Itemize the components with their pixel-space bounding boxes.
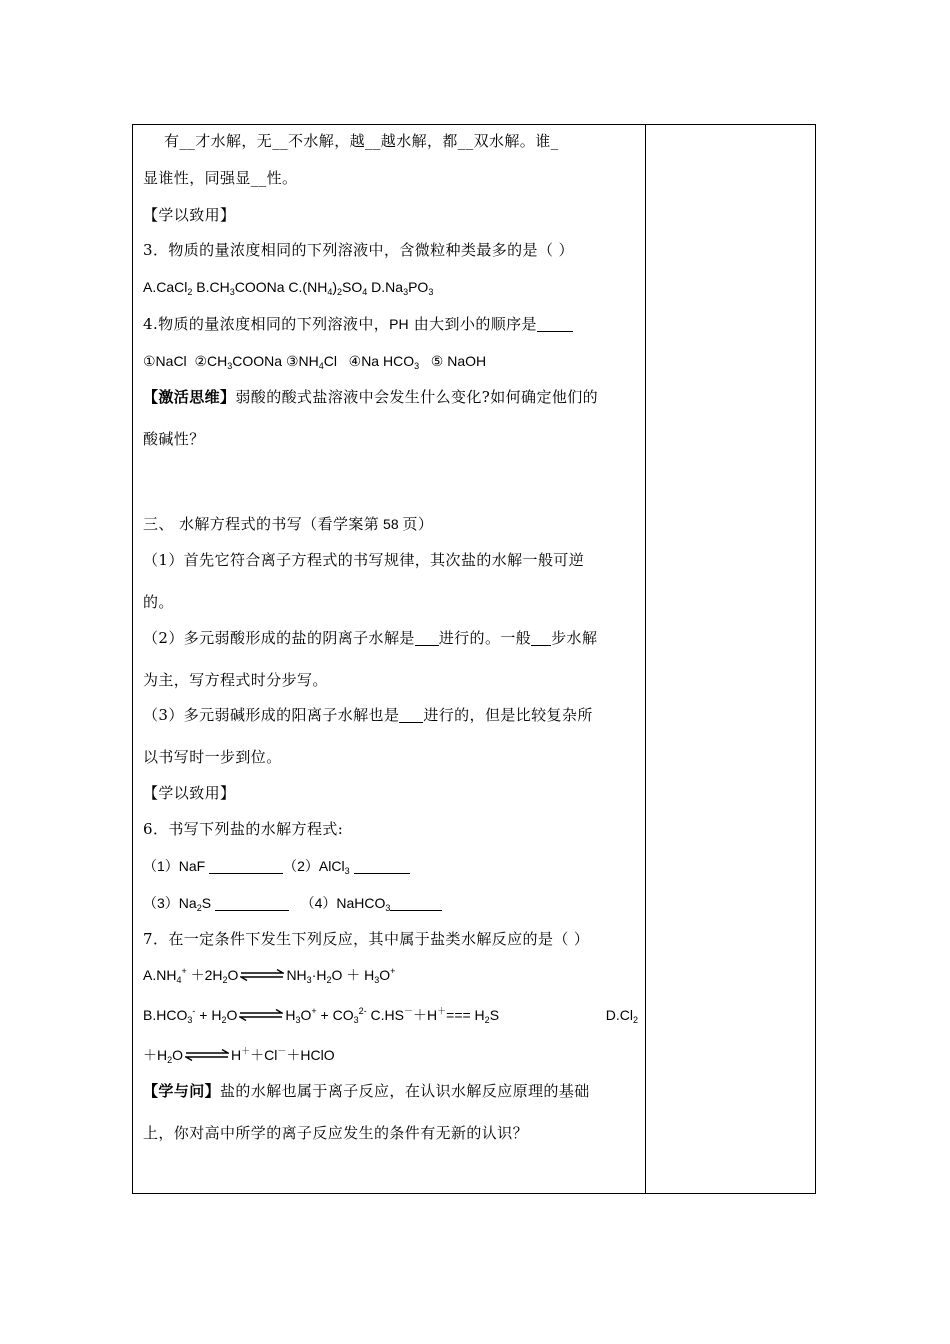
answer-blank[interactable] xyxy=(537,317,573,332)
question-4: 4.物质的量浓度相同的下列溶液中，PH 由大到小的顺序是 xyxy=(143,314,573,334)
question-4-items: ①NaCl $②CH_3COONa$ $③NH_4Cl$ ④Na $HCO_3$ ⑤ NaOH xyxy=(143,353,487,371)
question-3-options: A.CaCl$_2$ $B.CH_3COONa$ $C.(NH_4)_2SO_4$ $D.Na_3PO_3$ xyxy=(143,279,434,297)
hydrolysis-rule-line-2: 显谁性，同强显__性。 xyxy=(143,169,298,187)
answer-blank[interactable] xyxy=(415,631,439,646)
answer-blank[interactable] xyxy=(354,859,410,874)
hydrolysis-rule-line-1: 有__才水解，无__不水解，越__越水解，都__双水解。谁_ xyxy=(164,132,559,150)
question-7-option-a: $A.NH_4^+ +2H_2O$ $NH_3\cdot H_2O + H_3O^+$ xyxy=(143,966,396,985)
question-7-option-b-c-d: $B.HCO_3^- + H_2O$ $H_3O^+ + CO_3^{2-}$ $C.HS^-+H^+=== H_2S$ $D.Cl_2$ xyxy=(143,1006,638,1025)
learn-label: 【学与问】 xyxy=(143,1082,221,1100)
option-d-start: $D.Cl_2$ xyxy=(605,1007,638,1025)
point-3-line-2: 以书写时一步到位。 xyxy=(143,748,282,766)
learn-and-ask-cont: 上，你对高中所学的离子反应发生的条件有无新的认识？ xyxy=(143,1124,529,1142)
answer-blank[interactable] xyxy=(531,631,551,646)
section-3-title: 三、 水解方程式的书写（看学案第 58 页） xyxy=(143,515,434,533)
worksheet-table xyxy=(132,124,816,1194)
notes-column xyxy=(646,125,815,1193)
point-2-line-2: 为主，写方程式时分步写。 xyxy=(143,671,328,689)
apply-heading-1: 【学以致用】 xyxy=(143,206,236,224)
content-column xyxy=(143,125,638,1193)
question-7-option-d-cont: $+H_2O$ H＋＋Cl－＋HClO xyxy=(143,1046,335,1065)
equilibrium-arrow-icon xyxy=(240,969,284,981)
point-1-line-1: （1）首先它符合离子方程式的书写规律，其次盐的水解一般可逆 xyxy=(143,551,585,569)
equilibrium-arrow-icon xyxy=(239,1009,283,1021)
question-6-row-2: $(3)Na_2S$ （4）NaHCO$_3$ xyxy=(143,893,442,913)
activate-label: 【激活思维】 xyxy=(143,388,236,406)
point-2-line-1: （2）多元弱酸形成的盐的阴离子水解是 进行的。一般 步水解 xyxy=(143,629,598,647)
apply-heading-2: 【学以致用】 xyxy=(143,784,236,802)
answer-blank[interactable] xyxy=(209,859,283,874)
point-1-line-2: 的。 xyxy=(143,593,174,611)
question-3: 3．物质的量浓度相同的下列溶液中，含微粒种类最多的是（ ） xyxy=(143,241,574,259)
point-3-line-1: （3）多元弱碱形成的阳离子水解也是 进行的，但是比较复杂所 xyxy=(143,706,593,724)
activate-thinking-cont: 酸碱性？ xyxy=(143,430,205,448)
question-7: 7．在一定条件下发生下列反应，其中属于盐类水解反应的是（ ） xyxy=(143,930,590,948)
answer-blank[interactable] xyxy=(215,896,289,911)
activate-thinking: 【激活思维】弱酸的酸式盐溶液中会发生什么变化?如何确定他们的 xyxy=(143,388,599,406)
answer-blank[interactable] xyxy=(399,708,423,723)
equilibrium-arrow-icon xyxy=(185,1049,229,1061)
learn-and-ask: 【学与问】盐的水解也属于离子反应，在认识水解反应原理的基础 xyxy=(143,1082,590,1100)
question-6-row-1: （1）NaF （2）AlCl$_3$ xyxy=(143,856,410,876)
answer-blank[interactable] xyxy=(390,896,442,911)
question-6: 6．书写下列盐的水解方程式: xyxy=(143,820,344,838)
